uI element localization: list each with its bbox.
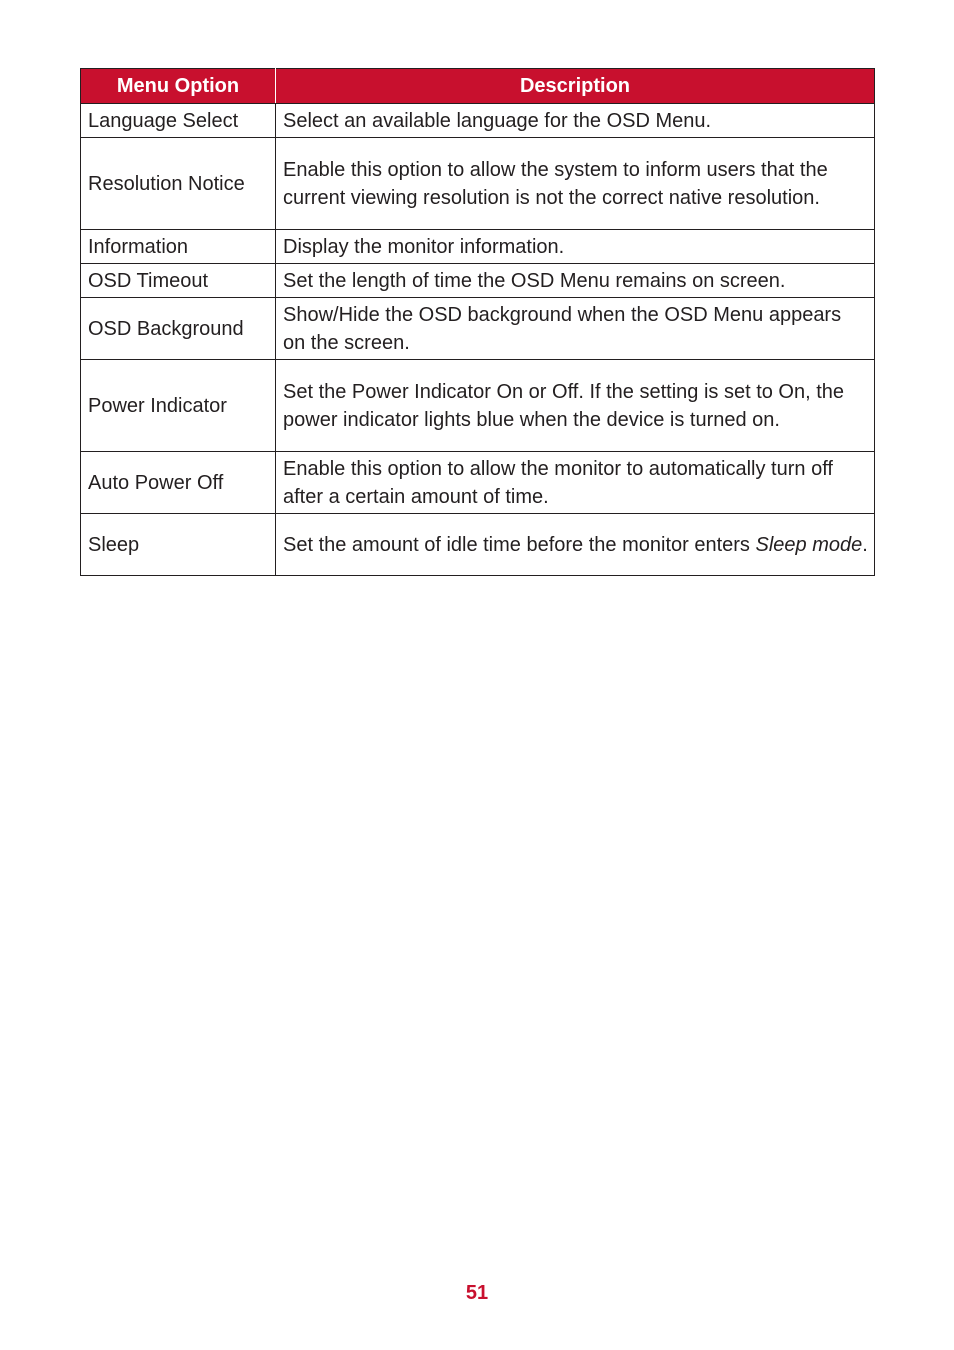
table-row (81, 298, 875, 360)
description-cell: Set the Power Indicator On or Off. If the setting is set to On, the power indicator lights blue when the device is turned on. (276, 360, 875, 452)
sleep-mode-emphasis: Sleep mode (755, 533, 863, 556)
description-cell: Select an available language for the OSD Menu. (276, 104, 875, 138)
table-row (81, 104, 875, 138)
description-text: Set the amount of idle time before the monitor enters (283, 533, 756, 556)
description-cell: Set the length of time the OSD Menu remains on screen. (276, 264, 875, 298)
menu-option-cell: Resolution Notice (81, 138, 276, 230)
menu-option-cell: Information (81, 230, 276, 264)
table-row (81, 360, 875, 452)
menu-option-cell: Sleep (81, 514, 276, 576)
description-cell: Enable this option to allow the system to inform users that the current viewing resolution is not the correct native resolution. (276, 138, 875, 230)
header-description: Description (276, 69, 875, 104)
table-row (81, 230, 875, 264)
table-header-row (81, 69, 875, 104)
table-row (81, 138, 875, 230)
menu-option-cell: Language Select (81, 104, 276, 138)
description-cell: Show/Hide the OSD background when the OSD Menu appears on the screen. (276, 298, 875, 360)
page-number: 51 (465, 1282, 489, 1304)
table-row (81, 514, 875, 576)
table-row (81, 264, 875, 298)
description-cell: Enable this option to allow the monitor to automatically turn off after a certain amount of time. (276, 452, 875, 514)
menu-option-cell: OSD Background (81, 298, 276, 360)
menu-option-cell: Auto Power Off (81, 452, 276, 514)
menu-option-cell: OSD Timeout (81, 264, 276, 298)
description-end: . (862, 533, 868, 556)
menu-option-cell: Power Indicator (81, 360, 276, 452)
menu-options-table (80, 68, 875, 576)
table-row (81, 452, 875, 514)
description-cell: Display the monitor information. (276, 230, 875, 264)
description-cell (276, 514, 875, 576)
header-menu-option: Menu Option (81, 69, 276, 104)
